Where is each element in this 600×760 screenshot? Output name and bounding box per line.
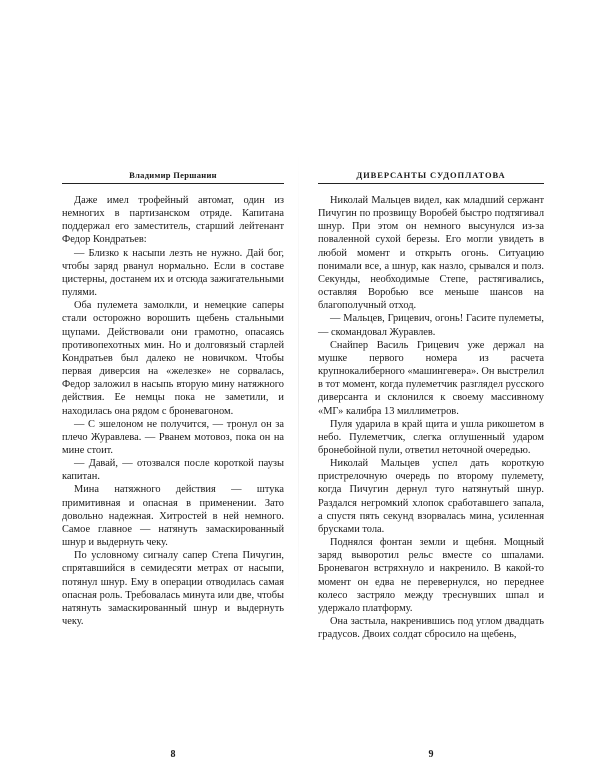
paragraph: Оба пулемета замолкли, и немецкие саперы стали осторожно ворошить щебень стальными щупами. Действовали они грамотно, опасаясь противопехотных мин. Но и долговязый старлей Кондратьев был далеко не новичком. Чтобы первая диверсия на «железке» не сорвалась, Федор заложил в насыпь вторую мину натяжного действия. Ее немцы пока не заметили, и находилась она рядом с броневагоном.: [62, 300, 284, 417]
left-page: [62, 170, 284, 760]
paragraph: Снайпер Василь Грицевич уже держал на мушке первого номера из расчета крупнокалиберного «машингевера». Он выстрелил в тот момент, когда пулеметчик разглядел русского диверсанта и склонился к своему массивному «МГ» калибра 13 миллиметров.: [318, 339, 544, 417]
running-head-title: ДИВЕРСАНТЫ СУДОПЛАТОВА: [318, 170, 544, 184]
page-gutter: [298, 150, 299, 620]
paragraph: Николай Мальцев успел дать короткую пристрелочную очередь по второму пулемету, когда Пичугин дернул туго натянутый шнур. Раздался негромкий хлопок сработавшего запала, а спустя пять секунд взорвалась мина, усиленная брусками тола.: [318, 458, 544, 535]
right-page: [318, 170, 544, 760]
page-number-left: 8: [170, 749, 176, 760]
paragraph: — Близко к насыпи лезть не нужно. Дай бог, чтобы заряд рванул нормально. Если в составе цистерны, достанем их и отсюда зажигательными пулями.: [62, 247, 284, 299]
paragraph: Пуля ударила в край щита и ушла рикошетом в небо. Пулеметчик, слегка оглушенный ударом бронебойной пули, ответил неточной очередью.: [318, 418, 544, 456]
paragraph: Даже имел трофейный автомат, один из немногих в партизанском отряде. Капитана поддержал его заместитель, старший лейтенант Федор Кондратьев:: [62, 195, 284, 246]
paragraph: Николай Мальцев видел, как младший сержант Пичугин по прозвищу Воробей быстро подтягивал шнур. При этом он немного высунулся из-за поваленной сухой березы. Его могли увидеть в любой момент и открыть огонь. Ситуацию понимали все, а шнур, как назло, срывался и полз. Секунды, необходимые Степе, растягивались, оставляя Воробью все меньше шансов на благополучный отход.: [318, 195, 544, 312]
paragraph: — С эшелоном не получится, — тронул он за плечо Журавлева. — Рванем мотовоз, пока он на мине стоит.: [62, 418, 284, 456]
paragraph: Мина натяжного действия — штука примитивная и опасная в применении. Зато довольно надежная. Хитростей в ней немного. Самое главное — натянуть замаскированный шнур и выдернуть чеку.: [62, 484, 284, 549]
paragraph: — Давай, — отозвался после короткой паузы капитан.: [62, 458, 284, 483]
paragraph: — Мальцев, Грицевич, огонь! Гасите пулеметы, — скомандовал Журавлев.: [318, 313, 544, 338]
page-number-right: 9: [428, 749, 434, 760]
paragraph: Она застыла, накренившись под углом двадцать градусов. Двоих солдат сбросило на щебень,: [318, 616, 544, 641]
paragraph: По условному сигналу сапер Степа Пичугин, спрятавшийся в семидесяти метрах от насыпи, потянул шнур. Ему в операции отводилась самая опасная роль. Требовалась минута или две, чтобы натянуть замаскированный шнур и выдернуть чеку.: [62, 550, 284, 627]
running-head-author: Владимир Першанин: [62, 170, 284, 184]
paragraph: Поднялся фонтан земли и щебня. Мощный заряд выворотил рельс вместе со шпалами. Броневагон встряхнуло и накренило. В какой-то момент он едва не перевернулся, но переднее колесо застряло между треснувших шпал и удержало платформу.: [318, 537, 544, 614]
